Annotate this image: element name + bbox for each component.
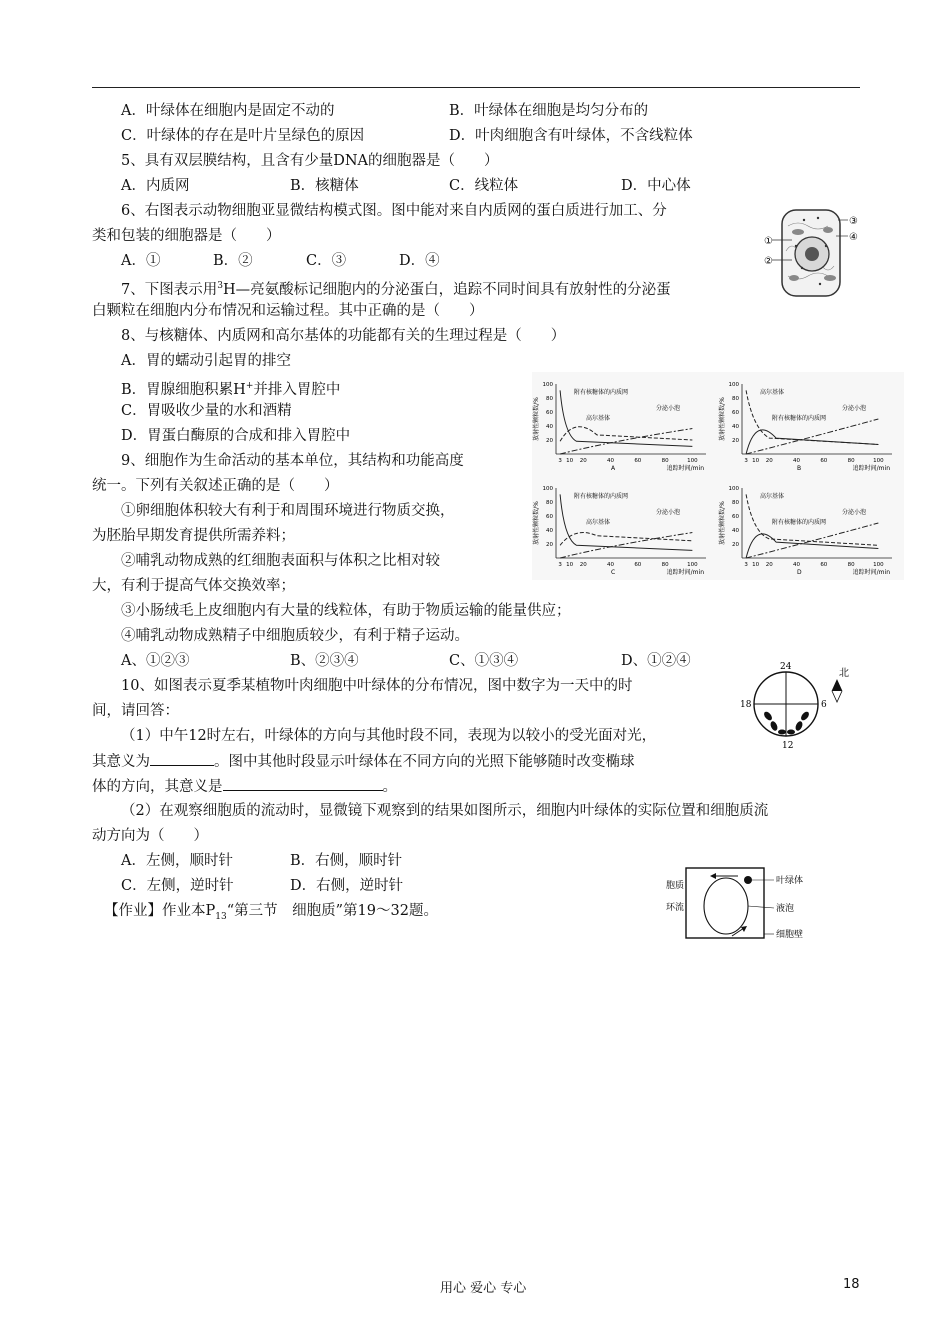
q8-option-c: C．胃吸收少量的水和酒精 (121, 403, 292, 419)
curve-label: 分泌小泡 (656, 405, 681, 412)
x-tick-label: 40 (793, 458, 801, 464)
q10-option-b: B．右侧，顺时针 (290, 853, 403, 869)
curve-label: 附有核糖体的内质网 (574, 493, 629, 500)
curve-label: 高尔基体 (760, 493, 785, 500)
answer-blank-1[interactable] (150, 751, 214, 766)
x-tick-label: 80 (847, 562, 855, 568)
q5-option-c: C．线粒体 (449, 178, 519, 194)
q5-stem: 5、具有双层膜结构，且含有少量DNA的细胞器是（ ） (121, 153, 499, 169)
q9-option-b: B、②③④ (290, 653, 359, 669)
q8-option-b (121, 376, 340, 400)
secretion-graphs (532, 372, 904, 580)
q9-option-d: D、①②④ (621, 653, 691, 669)
page-number: 18 (843, 1277, 860, 1292)
x-tick-label: 10 (566, 562, 574, 568)
q4-option-a: A．叶绿体在细胞内是固定不动的 (121, 103, 335, 119)
q9-option-c: C、①③④ (449, 653, 519, 669)
q6-line2: 类和包装的细胞器是（ ） (92, 228, 281, 244)
q7-line1-post: H—亮氨酸标记细胞内的分泌蛋白，追踪不同时间具有放射性的分泌蛋 (222, 281, 671, 298)
y-tick-label: 60 (732, 410, 739, 416)
q8-option-a: A．胃的蠕动引起胃的排空 (121, 353, 291, 369)
x-tick-label: 100 (873, 562, 884, 568)
x-tick-label: 80 (661, 458, 669, 464)
x-tick-label: 20 (579, 458, 587, 464)
y-tick-label: 60 (732, 514, 739, 520)
x-tick-label: 40 (607, 562, 615, 568)
x-axis-label: 追踪时间/min (666, 465, 704, 472)
q9-statement1a: ①卵细胞体积较大有利于和周围环境进行物质交换， (121, 503, 455, 519)
curve-label: 分泌小泡 (656, 509, 681, 516)
q9-option-a: A、①②③ (121, 653, 190, 669)
q8-b-post: 并排入胃腔中 (253, 381, 341, 398)
q10-option-c: C．左侧，逆时针 (121, 878, 234, 894)
x-tick-label: 10 (752, 458, 760, 464)
panel-letter: C (611, 569, 616, 576)
north-label: 北 (839, 668, 849, 679)
x-axis-label: 追踪时间/min (852, 465, 890, 472)
q6-option-a: A．① (121, 253, 161, 269)
q4-option-d: D．叶肉细胞含有叶绿体，不含线粒体 (449, 128, 693, 144)
q10-p1-l3-post: 。 (382, 779, 397, 795)
q7-line1-pre: 7、下图表示用 (121, 281, 218, 298)
curve-label: 分泌小泡 (842, 405, 867, 412)
q7-line1 (121, 276, 671, 300)
q9-line2: 统一。下列有关叙述正确的是（ ） (92, 478, 339, 494)
q9-statement2a: ②哺乳动物成熟的红细胞表面积与体积之比相对较 (121, 553, 440, 569)
q9-line1: 9、细胞作为生命活动的基本单位，其结构和功能高度 (121, 453, 464, 469)
q10-p1-l3-pre: 体的方向，其意义是 (92, 779, 223, 795)
q8-option-d: D．胃蛋白酶原的合成和排入胃腔中 (121, 428, 351, 444)
q6-option-b: B．② (213, 253, 253, 269)
flow-side-label-2: 环流 (666, 903, 685, 913)
cell-label-3: ③ (849, 216, 858, 227)
y-tick-label: 20 (546, 542, 553, 548)
x-tick-label: 10 (752, 562, 760, 568)
x-tick-label: 20 (765, 562, 773, 568)
chloroplast-clock-figure (736, 660, 856, 756)
y-tick-label: 80 (732, 396, 739, 402)
x-tick-label: 60 (820, 458, 828, 464)
q8-stem: 8、与核糖体、内质网和高尔基体的功能都有关的生理过程是（ ） (121, 328, 566, 344)
label-cell-wall: 细胞壁 (776, 930, 804, 940)
x-tick-label: 80 (847, 458, 855, 464)
x-tick-label: 40 (607, 458, 615, 464)
y-tick-label: 60 (546, 514, 553, 520)
q10-part2-line2: 动方向为（ ） (92, 828, 208, 844)
q9-statement1b: 为胚胎早期发育提供所需养料； (92, 528, 295, 544)
q7-line2: 白颗粒在细胞内分布情况和运输过程。其中正确的是（ ） (92, 303, 484, 319)
q10-line1: 10、如图表示夏季某植物叶肉细胞中叶绿体的分布情况，图中数字为一天中的时 (121, 678, 633, 694)
chloroplast-dot (744, 876, 752, 884)
y-tick-label: 40 (546, 424, 553, 430)
y-tick-label: 40 (546, 528, 553, 534)
cytoplasm-flow-figure (664, 862, 824, 946)
cell-label-2: ② (764, 256, 773, 267)
q10-line2: 间，请回答： (92, 703, 179, 719)
q10-part1-line2 (92, 751, 635, 772)
x-tick-label: 3 (558, 562, 562, 568)
homework-pre: 【作业】作业本P (104, 903, 216, 919)
panel-letter: D (797, 569, 802, 576)
clock-label-18: 18 (740, 700, 752, 710)
curve-label: 附有核糖体的内质网 (772, 519, 827, 526)
homework-line (104, 901, 438, 927)
x-tick-label: 3 (744, 458, 748, 464)
q10-p1-l2-post: 。图中其他时段显示叶绿体在不同方向的光照下能够随时改变椭球 (214, 754, 635, 770)
y-tick-label: 20 (732, 438, 739, 444)
curve-label: 分泌小泡 (842, 509, 867, 516)
label-chloroplast: 叶绿体 (776, 876, 804, 886)
x-tick-label: 100 (687, 458, 698, 464)
x-tick-label: 3 (744, 562, 748, 568)
y-tick-label: 80 (732, 500, 739, 506)
y-axis-label: 放射性颗粒数/% (719, 397, 726, 441)
y-axis-label: 放射性颗粒数/% (533, 501, 540, 545)
q9-statement4: ④哺乳动物成熟精子中细胞质较少，有利于精子运动。 (121, 628, 469, 644)
y-tick-label: 100 (542, 486, 553, 492)
x-tick-label: 60 (634, 562, 642, 568)
q6-option-c: C．③ (306, 253, 347, 269)
x-tick-label: 20 (765, 458, 773, 464)
x-axis-label: 追踪时间/min (852, 569, 890, 576)
clock-label-6: 6 (821, 700, 827, 710)
x-tick-label: 3 (558, 458, 562, 464)
q8-b-superscript: + (245, 381, 254, 391)
y-tick-label: 100 (542, 382, 553, 388)
q10-option-d: D．右侧，逆时针 (290, 878, 404, 894)
y-tick-label: 100 (728, 486, 739, 492)
q9-statement3: ③小肠绒毛上皮细胞内有大量的线粒体，有助于物质运输的能量供应； (121, 603, 571, 619)
q5-option-a: A．内质网 (121, 178, 190, 194)
q10-part2-line1: （2）在观察细胞质的流动时，显微镜下观察到的结果如图所示，细胞内叶绿体的实际位置和细胞质流 (121, 803, 769, 819)
x-tick-label: 60 (634, 458, 642, 464)
cell-label-4: ④ (849, 232, 858, 243)
y-axis-label: 放射性颗粒数/% (719, 501, 726, 545)
cell-label-1: ① (764, 236, 773, 247)
q5-option-d: D．中心体 (621, 178, 691, 194)
curve-label: 高尔基体 (586, 415, 611, 422)
q10-part1-line3 (92, 776, 397, 797)
y-axis-label: 放射性颗粒数/% (533, 397, 540, 441)
header-rule (92, 87, 860, 88)
y-tick-label: 20 (546, 438, 553, 444)
x-tick-label: 100 (873, 458, 884, 464)
q5-option-b: B．核糖体 (290, 178, 359, 194)
x-tick-label: 10 (566, 458, 574, 464)
clock-label-12: 12 (782, 741, 794, 751)
answer-blank-2[interactable] (223, 776, 383, 791)
q4-option-c: C．叶绿体的存在是叶片呈绿色的原因 (121, 128, 365, 144)
q8-b-pre: B．胃腺细胞积累H (121, 381, 246, 398)
homework-post: “第三节 细胞质”第19～32题。 (226, 903, 438, 919)
clock-label-24: 24 (780, 662, 792, 672)
x-tick-label: 80 (661, 562, 669, 568)
y-tick-label: 40 (732, 424, 739, 430)
q10-part1-line1: （1）中午12时左右，叶绿体的方向与其他时段不同，表现为以较小的受光面对光， (121, 728, 657, 744)
y-tick-label: 80 (546, 500, 553, 506)
footer-slogan: 用心 爱心 专心 (440, 1281, 527, 1296)
compass-icon (832, 680, 842, 702)
y-tick-label: 40 (732, 528, 739, 534)
q10-option-a: A．左侧，顺时针 (121, 853, 233, 869)
curve-label: 高尔基体 (586, 519, 611, 526)
x-tick-label: 20 (579, 562, 587, 568)
q7-superscript: 3 (217, 281, 223, 291)
animal-cell-figure (758, 206, 860, 300)
y-tick-label: 100 (728, 382, 739, 388)
x-tick-label: 100 (687, 562, 698, 568)
x-tick-label: 60 (820, 562, 828, 568)
curve-label: 附有核糖体的内质网 (772, 415, 827, 422)
x-axis-label: 追踪时间/min (666, 569, 704, 576)
homework-subscript: 13 (215, 911, 227, 922)
q6-line1: 6、右图表示动物细胞亚显微结构模式图。图中能对来自内质网的蛋白质进行加工、分 (121, 203, 667, 219)
panel-letter: B (797, 465, 802, 472)
y-tick-label: 20 (732, 542, 739, 548)
curve-label: 附有核糖体的内质网 (574, 389, 629, 396)
flow-side-label-1: 胞质 (666, 881, 685, 891)
y-tick-label: 80 (546, 396, 553, 402)
panel-letter: A (611, 465, 616, 472)
y-tick-label: 60 (546, 410, 553, 416)
q10-p1-l2-pre: 其意义为 (92, 754, 150, 770)
q9-statement2b: 大，有利于提高气体交换效率； (92, 578, 295, 594)
q4-option-b: B．叶绿体在细胞是均匀分布的 (449, 103, 649, 119)
x-tick-label: 40 (793, 562, 801, 568)
curve-label: 高尔基体 (760, 389, 785, 396)
label-vacuole: 液泡 (776, 904, 795, 914)
q6-option-d: D．④ (399, 253, 440, 269)
